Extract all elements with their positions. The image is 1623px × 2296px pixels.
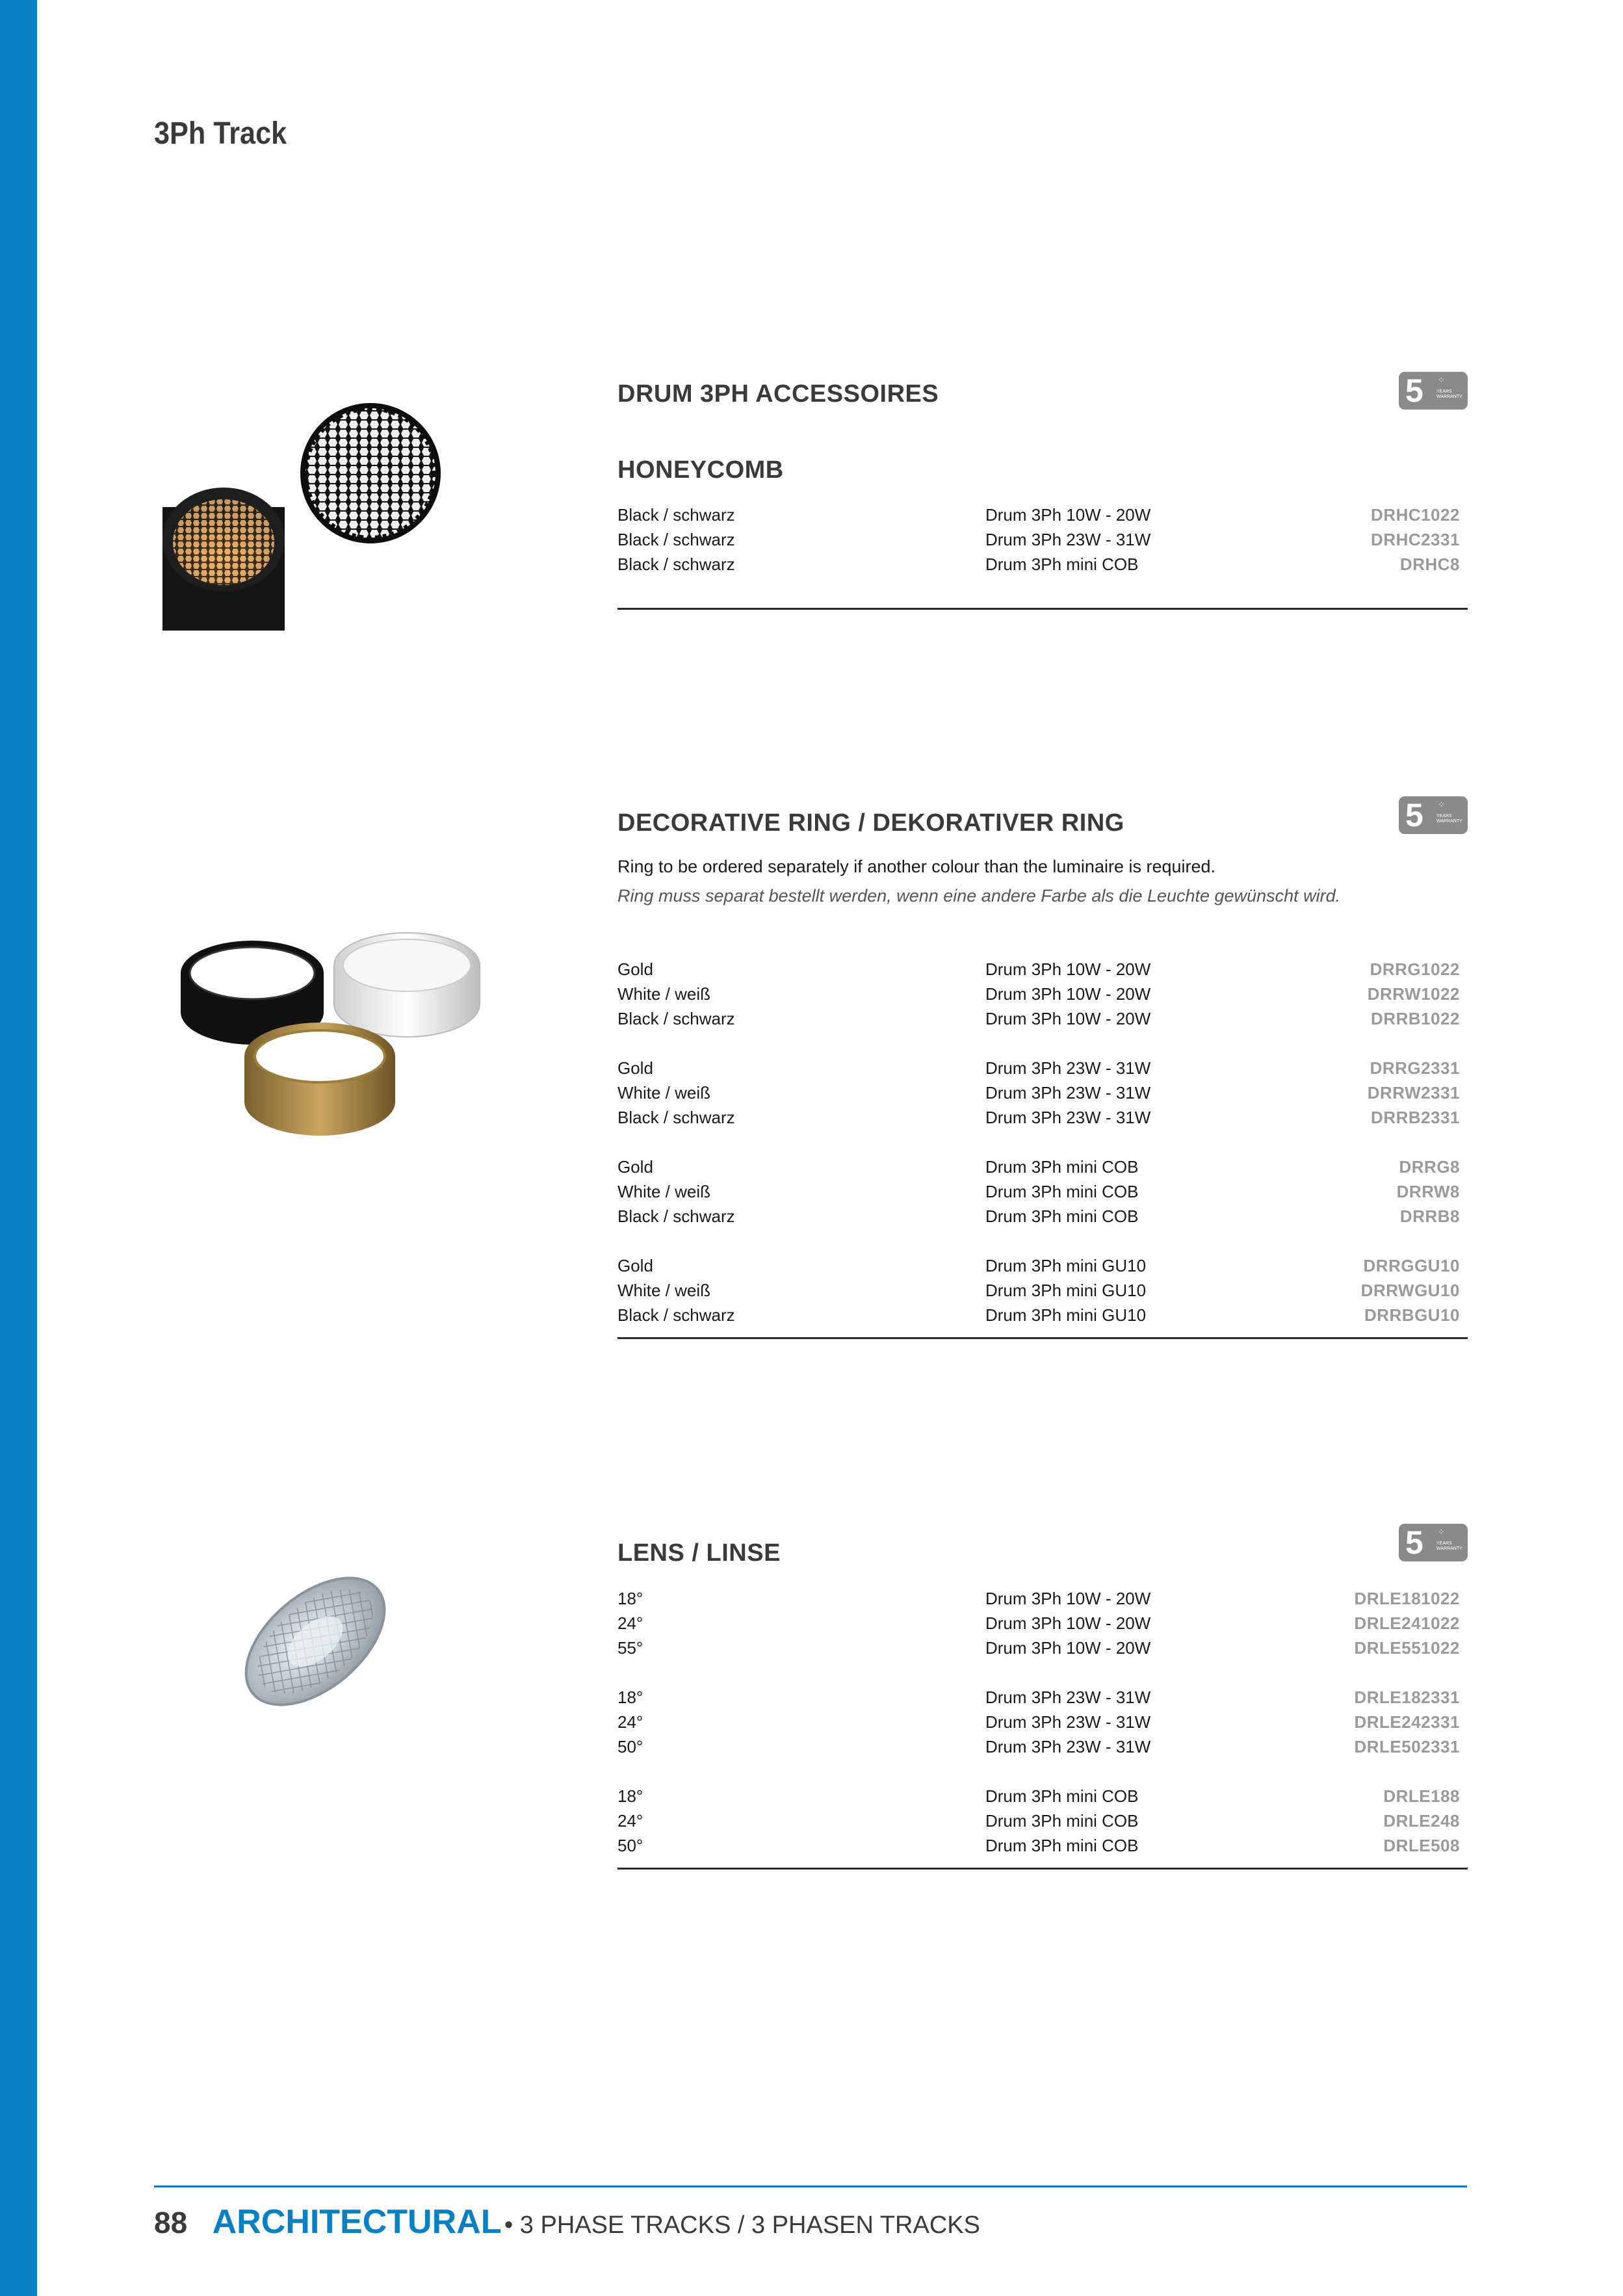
article-code: DRRG8 [1399,1157,1460,1177]
warranty-years: 5 [1405,372,1423,409]
table-row [617,552,1468,577]
article-code: DRRBGU10 [1364,1305,1460,1325]
variant-label: Black / schwarz [617,530,735,549]
luminaire-type: Drum 3Ph 23W - 31W [985,1688,1151,1707]
table-row [617,1685,1468,1710]
variant-label: White / weiß [617,1182,711,1201]
variant-label: 18° [617,1786,643,1806]
warranty-years: 5 [1405,1524,1423,1561]
table-row [617,1204,1468,1229]
product-table [617,1586,1468,1858]
row-group-gap [617,1660,1468,1685]
luminaire-type: Drum 3Ph 23W - 31W [985,1108,1151,1127]
luminaire-type: Drum 3Ph 23W - 31W [985,1712,1151,1732]
article-code: DRLE241022 [1354,1613,1460,1633]
luminaire-type: Drum 3Ph mini COB [985,1836,1139,1855]
warranty-badge [1399,1524,1468,1561]
variant-label: Gold [617,1157,653,1177]
variant-label: 55° [617,1638,643,1658]
article-code: DRLE242331 [1354,1712,1460,1732]
luminaire-type: Drum 3Ph 23W - 31W [985,1083,1151,1102]
luminaire-type: Drum 3Ph 10W - 20W [985,505,1151,525]
article-code: DRRWGU10 [1360,1281,1460,1300]
warranty-label: YEARS WARRANTY [1436,1541,1462,1551]
article-code: DRLE502331 [1354,1737,1460,1756]
page-number: 88 [154,2206,188,2239]
article-code: DRLE508 [1383,1836,1460,1855]
variant-label: White / weiß [617,1281,711,1300]
variant-label: 50° [617,1737,643,1756]
variant-label: Black / schwarz [617,554,735,574]
table-row [617,1734,1468,1759]
honeycomb-product-image [161,384,447,631]
table-row [617,1080,1468,1105]
product-table [617,957,1468,1327]
page-footer [154,2202,980,2250]
luminaire-type: Drum 3Ph 10W - 20W [985,1613,1151,1633]
table-row [617,1833,1468,1858]
section-title: DRUM 3PH ACCESSOIRES [617,380,939,408]
variant-label: White / weiß [617,984,711,1004]
table-row [617,1253,1468,1278]
luminaire-type: Drum 3Ph mini GU10 [985,1281,1147,1300]
table-row [617,527,1468,552]
article-code: DRRG2331 [1370,1058,1460,1078]
luminaire-type: Drum 3Ph 10W - 20W [985,984,1151,1004]
warranty-dots-icon: ⁘ [1438,800,1446,809]
warranty-badge [1399,796,1468,834]
luminaire-type: Drum 3Ph mini GU10 [985,1256,1147,1275]
row-group-gap [617,1759,1468,1784]
article-code: DRHC1022 [1371,505,1460,525]
luminaire-type: Drum 3Ph 23W - 31W [985,1058,1151,1078]
table-row [617,1179,1468,1204]
luminaire-type: Drum 3Ph 10W - 20W [985,1009,1151,1028]
section-divider [617,1337,1468,1339]
table-row [617,982,1468,1006]
product-table [617,502,1468,577]
variant-label: 24° [617,1613,643,1633]
article-code: DRLE182331 [1354,1688,1460,1707]
luminaire-type: Drum 3Ph 10W - 20W [985,1638,1151,1658]
table-row [617,1155,1468,1179]
variant-label: 18° [617,1589,643,1608]
article-code: DRRW8 [1396,1182,1460,1201]
table-row [617,957,1468,982]
luminaire-type: Drum 3Ph mini COB [985,554,1139,574]
article-code: DRRW1022 [1367,984,1460,1004]
article-code: DRHC8 [1399,554,1460,574]
page-title: 3Ph Track [154,116,287,151]
luminaire-type: Drum 3Ph mini COB [985,1157,1139,1177]
article-code: DRRGGU10 [1363,1256,1460,1275]
warranty-dots-icon: ⁘ [1438,1527,1446,1537]
section-subtitle: HONEYCOMB [617,456,784,484]
article-code: DRHC2331 [1371,530,1460,549]
article-code: DRRW2331 [1367,1083,1460,1102]
luminaire-type: Drum 3Ph mini COB [985,1207,1139,1226]
warranty-dots-icon: ⁘ [1438,375,1446,385]
variant-label: Black / schwarz [617,1305,735,1325]
luminaire-type: Drum 3Ph mini COB [985,1811,1139,1831]
table-row [617,1636,1468,1660]
variant-label: 50° [617,1836,643,1855]
row-group-gap [617,1130,1468,1155]
table-row [617,1784,1468,1808]
table-row [617,1586,1468,1611]
luminaire-type: Drum 3Ph 23W - 31W [985,1737,1151,1756]
section-divider [617,608,1468,610]
article-code: DRRB8 [1399,1207,1460,1226]
footer-subtitle: 3 PHASE TRACKS / 3 PHASEN TRACKS [519,2211,980,2239]
article-code: DRLE188 [1383,1786,1460,1806]
warranty-badge [1399,372,1468,410]
row-group-gap [617,1229,1468,1253]
article-code: DRRB2331 [1371,1108,1460,1127]
variant-label: 18° [617,1688,643,1707]
warranty-label: YEARS WARRANTY [1436,814,1462,824]
luminaire-type: Drum 3Ph 23W - 31W [985,530,1151,549]
luminaire-type: Drum 3Ph mini GU10 [985,1305,1147,1325]
article-code: DRLE181022 [1354,1589,1460,1608]
table-row [617,1710,1468,1734]
table-row [617,502,1468,527]
footer-separator: • [504,2211,520,2239]
table-row [617,1303,1468,1327]
variant-label: Gold [617,959,653,979]
lens-product-image [227,1560,403,1723]
row-group-gap [617,1031,1468,1056]
variant-label: Gold [617,1256,653,1275]
variant-label: Black / schwarz [617,1207,735,1226]
variant-label: Black / schwarz [617,1009,735,1028]
variant-label: 24° [617,1712,643,1732]
description-de: Ring muss separat bestellt werden, wenn eine andere Farbe als die Leuchte gewünscht wird. [617,886,1341,906]
warranty-years: 5 [1405,797,1423,833]
luminaire-type: Drum 3Ph mini COB [985,1786,1139,1806]
table-row [617,1105,1468,1130]
section-title: LENS / LINSE [617,1539,781,1567]
table-row [617,1006,1468,1031]
table-row [617,1056,1468,1080]
article-code: DRLE248 [1383,1811,1460,1831]
footer-category: ARCHITECTURAL [212,2203,502,2241]
variant-label: Black / schwarz [617,1108,735,1127]
article-code: DRRG1022 [1370,959,1460,979]
article-code: DRLE551022 [1354,1638,1460,1658]
footer-divider [154,2185,1467,2187]
section-title: DECORATIVE RING / DEKORATIVER RING [617,809,1124,837]
table-row [617,1611,1468,1636]
variant-label: 24° [617,1811,643,1831]
section-divider [617,1868,1468,1870]
article-code: DRRB1022 [1371,1009,1460,1028]
luminaire-type: Drum 3Ph 10W - 20W [985,1589,1151,1608]
warranty-label: YEARS WARRANTY [1436,389,1462,399]
variant-label: White / weiß [617,1083,711,1102]
luminaire-type: Drum 3Ph 10W - 20W [985,959,1151,979]
table-row [617,1808,1468,1833]
variant-label: Black / schwarz [617,505,735,525]
variant-label: Gold [617,1058,653,1078]
description-en: Ring to be ordered separately if another colour than the luminaire is required. [617,857,1216,876]
luminaire-type: Drum 3Ph mini COB [985,1182,1139,1201]
sidebar-stripe [0,0,37,2296]
table-row [617,1278,1468,1303]
decorative-ring-product-image [174,926,486,1141]
